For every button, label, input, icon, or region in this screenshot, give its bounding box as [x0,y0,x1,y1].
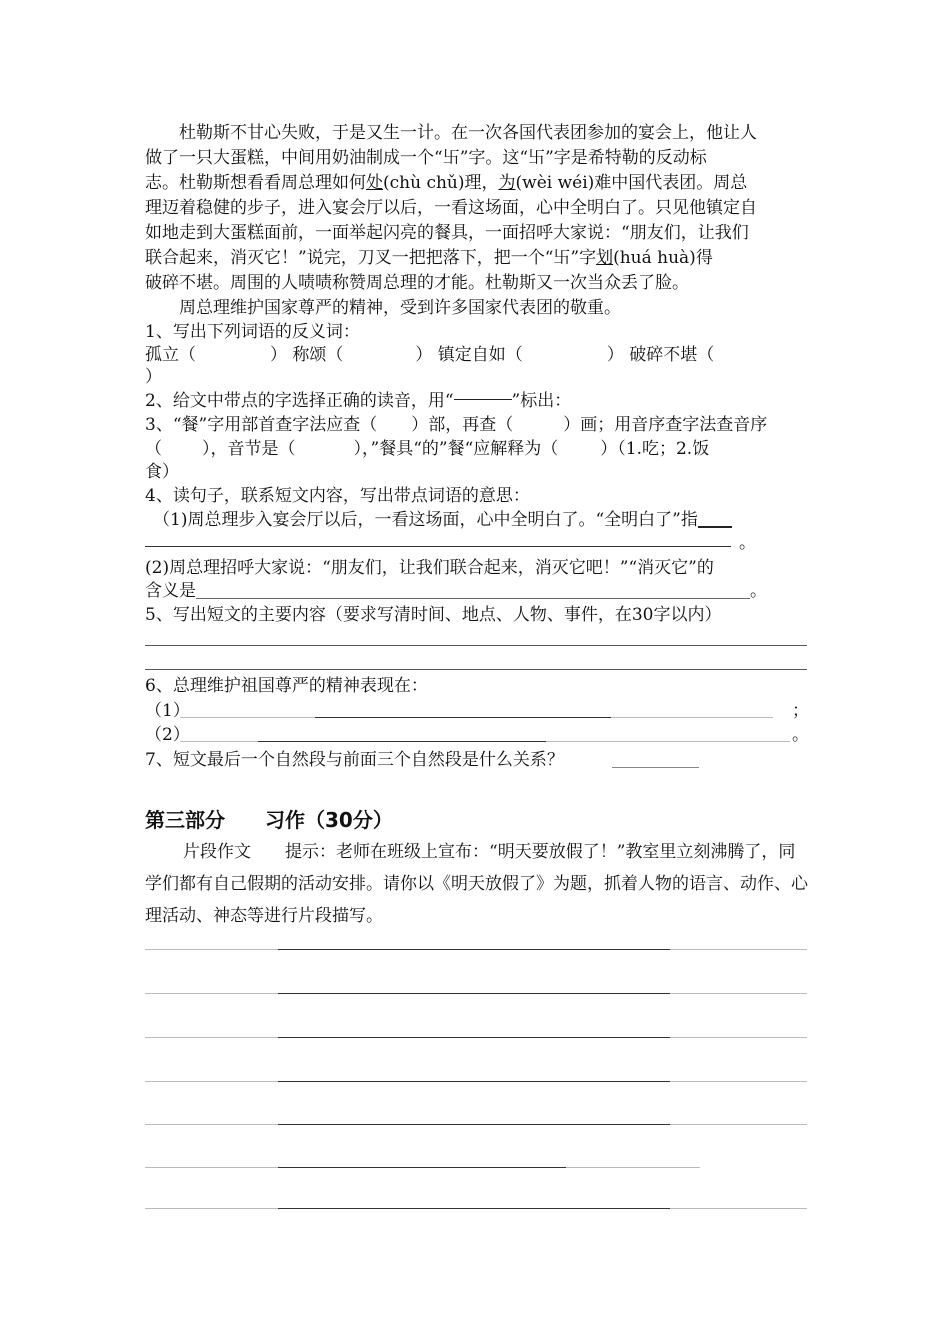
question-1-close: ） [145,367,162,387]
question-3-text: ），”餐具“的”餐“应解释为（ [353,439,559,459]
pinyin-choice-wei: (wèi wéi) [515,173,595,193]
answer-line[interactable] [315,717,611,718]
dotted-char-chu: 处 [366,173,383,193]
answer-line[interactable] [145,645,807,646]
answer-line[interactable] [258,741,546,742]
question-4-text: （1)周总理步入宴会厅以后，一看这场面，心中全明白了。“全明白了”指 [153,510,698,530]
question-3-line-2 [145,437,807,461]
question-6-item-2 [145,723,807,747]
answer-line[interactable] [611,717,773,718]
antonym-item-4: ） 破碎不堪（ [606,345,715,365]
question-1-words [145,343,807,367]
passage-text: 联合起来，消灭它！”说完，刀叉一把把落下，把一个“卐”字 [145,248,597,268]
question-1-prompt: 1、写出下列词语的反义词： [145,322,360,342]
mark-symbol [454,399,512,400]
answer-line[interactable] [612,767,699,768]
passage-line: 如地走到大蛋糕面前，一面举起闪亮的餐具，一面招呼大家说：“朋友们，让我们 [145,223,749,243]
dotted-char-wei: 为 [498,173,516,193]
answer-blank[interactable] [698,508,732,528]
part-subtitle: 习作（30分） [265,808,393,832]
passage-line: 做了一只大蛋糕，中间用奶油制成一个“卐”字。这“卐”字是希特勒的反动标 [145,148,707,168]
passage-line [145,171,807,195]
item-number: （1） [145,701,190,721]
sentence-end: 。 [739,533,756,553]
answer-line[interactable] [546,741,790,742]
passage-line: 杜勒斯不甘心失败，于是又生一计。在一次各国代表团参加的宴会上，他让人 [179,123,757,143]
question-6-item-1 [145,699,807,723]
part-title: 第三部分 [145,808,225,832]
item-end: ； [792,701,809,721]
question-3-text: （ [145,439,162,459]
answer-line[interactable] [180,717,315,718]
passage-text: 得 [695,248,713,268]
question-4-text: 含义是 [145,581,196,601]
answer-blank[interactable] [196,580,750,599]
question-4-sentence-1 [153,508,807,532]
question-7-text: 7、短文最后一个自然段与前面三个自然段是什么关系？ [145,750,564,770]
passage-text: 难中国代表团。周总 [594,173,748,193]
question-3-text: ），音节是（ [202,439,296,459]
part-3-heading [145,806,393,834]
passage-line: 破碎不堪。周围的人啧啧称赞周总理的才能。杜勒斯又一次当众丢了脸。 [145,273,689,293]
pinyin-choice-hua: (huá huà) [613,248,696,268]
question-3-text: ）（1.吃；2.饭 [600,439,710,459]
question-7-prompt [145,748,807,772]
antonym-item-2: ） 称颂（ [270,345,344,365]
question-6-prompt: 6、总理维护祖国尊严的精神表现在： [145,676,428,696]
item-end: 。 [792,725,809,745]
question-5-prompt: 5、写出短文的主要内容（要求写清时间、地点、人物、事件，在30字以内） [145,605,722,625]
passage-text: 志。杜勒斯想看看周总理如何 [145,173,366,193]
question-2 [145,389,807,413]
passage-line [145,246,807,270]
question-3-text: 3、“餐”字用部首查字法应查（ [145,415,378,435]
question-4-prompt: 4、读句子，联系短文内容，写出带点词语的意思： [145,486,530,506]
answer-line[interactable] [145,669,807,670]
question-2-text: 2、给文中带点的字选择正确的读音，用“ [145,391,454,411]
question-3-text: ）部，再查（ [411,415,514,435]
answer-line[interactable] [145,546,731,547]
pinyin-choice-chu: (chù chǔ) [383,173,465,193]
question-4-sentence-2b [145,579,807,603]
sentence-end: 。 [750,581,767,601]
question-2-text: ”标出： [511,391,572,411]
composition-prompt: 片段作文 提示：老师在班级上宣布：“明天要放假了！”教室里立刻沸腾了，同学们都有自己假期的活动安排。请你以《明天放假了》为题，抓着人物的语言、动作、心理活动、神态等进行片段描写。 [145,842,808,926]
antonym-item-1: 孤立（ [145,345,196,365]
passage-text: 理， [464,173,499,193]
question-3-line-1 [145,413,807,437]
passage-paragraph-2: 周总理维护国家尊严的精神，受到许多国家代表团的敬重。 [179,298,621,318]
answer-line[interactable] [180,741,258,742]
item-number: （2） [145,725,190,745]
passage-line: 理迈着稳健的步子，进入宴会厅以后，一看这场面，心中全明白了。只见他镇定自 [145,198,757,218]
question-3-line-3: 食） [145,462,179,482]
antonym-item-3: ） 镇定自如（ [415,345,523,365]
question-3-text: ）画；用音序查字法查音序 [563,415,768,435]
dotted-char-hua: 划 [596,248,614,268]
question-4-sentence-2: (2)周总理招呼大家说：“朋友们，让我们联合起来，消灭它吧！”“消灭它”的 [145,558,714,578]
